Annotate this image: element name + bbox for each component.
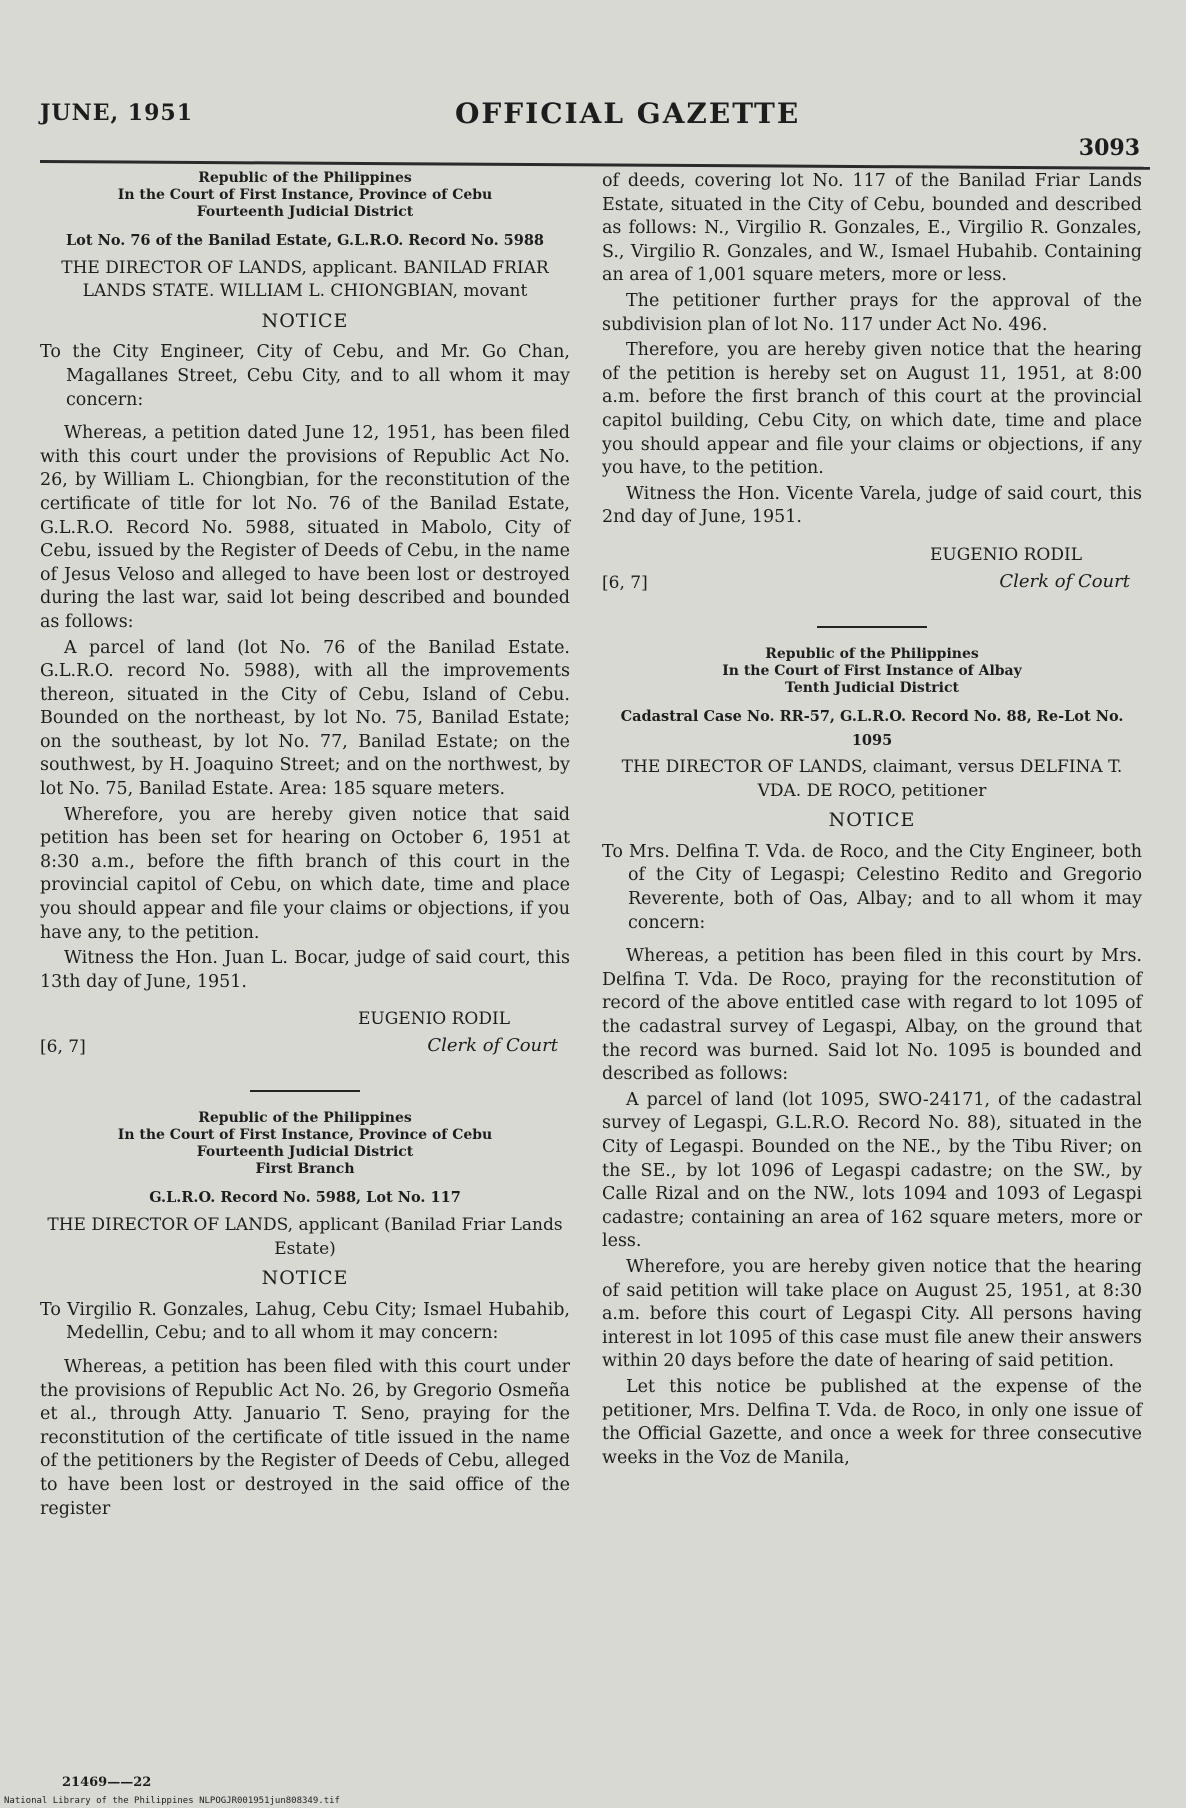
caption-line: Tenth Judicial District — [785, 679, 959, 696]
caption-line: Republic of the Philippines — [765, 645, 979, 662]
notice2-paragraph: Witness the Hon. Vicente Varela, judge of said court, this 2nd day of June, 1951. — [602, 483, 1142, 528]
notice1-signature — [40, 1008, 570, 1064]
notice2-case-line: G.L.R.O. Record No. 5988, Lot No. 117 — [149, 1189, 461, 1207]
publication-ref: [6, 7] — [602, 572, 648, 593]
page-number: 3093 — [1078, 135, 1140, 161]
publication-title: OFFICIAL GAZETTE — [455, 97, 801, 130]
caption-line: In the Court of First Instance of Albay — [722, 662, 1022, 679]
caption-line: Fourteenth Judicial District — [196, 1144, 414, 1161]
notice1-address: To the City Engineer, City of Cebu, and Mr. Go Chan, Magallanes Street, Cebu City, and to all whom it may concern: — [40, 342, 570, 410]
signer-role: Clerk of Court — [427, 1035, 558, 1057]
notice1-case-line: Lot No. 76 of the Banilad Estate, G.L.R.O. Record No. 5988 — [65, 232, 545, 249]
notice1-paragraph: Whereas, a petition dated June 12, 1951, has been filed with this court under the provisions of Republic Act No. 26, by William L. Chiongbian, for the reconstitution of the certificate of title for lot No. 76 of the Banilad Estate, G.L.R.O. Record No. 5988, situated in Mabolo, City of Cebu, issued by the Register of Deeds of Cebu, in the name of Jesus Veloso and alleged to have been lost or destroyed during the last war, said lot being described and bounded as follows: — [40, 423, 570, 632]
notice1-paragraph: Wherefore, you are hereby given notice that said petition has been set for hearing on October 6, 1951 at 8:30 a.m., before the fifth branch of this court in the provincial capitol of Cebu, on which date, time and place you should appear and file your claims or objections, if you have any, to the petition. — [40, 804, 570, 943]
notice3-heading: NOTICE — [828, 809, 916, 832]
scan-info: National Library of the Philippines NLPOGJR001951jun808349.tif — [4, 1796, 340, 1806]
notice1-caption — [40, 170, 570, 221]
notice3-paragraph: A parcel of land (lot 1095, SWO-24171, of the cadastral survey of Legaspi, G.L.R.O. Record No. 88), situated in the City of Legaspi. Bounded on the NE., by the Tibu River; on the SE., by lot 1096 of Legaspi cadastre; on the SW., by Calle Rizal and on the NW., lots 1094 and 1093 of Legaspi cadastre; containing an area of 162 square meters, more or less. — [602, 1089, 1142, 1252]
notice1-paragraph: A parcel of land (lot No. 76 of the Banilad Estate. G.L.R.O. record No. 5988), with all the improvements thereon, situated in the City of Cebu, Island of Cebu. Bounded on the northeast, by lot No. 75, Banilad Estate; on the southeast, by lot No. 77, Banilad Estate; on the southwest, by H. Joaquino Street; and on the northwest, by lot No. 75, Banilad Estate. Area: 185 square meters. — [40, 637, 570, 800]
notice2-paragraph: Therefore, you are hereby given notice that the hearing of the petition is hereby set on August 11, 1951, at 8:00 a.m. before the first branch of this court at the provincial capitol building, Cebu City, on which date, time and place you should appear and file your claims or objections, if any you have, to the petition. — [602, 340, 1142, 479]
signer-name: EUGENIO RODIL — [357, 1009, 510, 1030]
caption-line: First Branch — [255, 1161, 355, 1178]
issue-date: JUNE, 1951 — [40, 100, 194, 126]
publication-ref: [6, 7] — [40, 1037, 86, 1058]
notice3-paragraph: Wherefore, you are hereby given notice that the hearing of said petition will take place on August 25, 1951, at 8:30 a.m. before this court of Legaspi City. All persons having interest in lot 1095 of this case must file anew their answers within 20 days before the date of hearing of said petition. — [602, 1256, 1142, 1372]
signer-role: Clerk of Court — [999, 570, 1130, 592]
print-code: 21469——22 — [62, 1775, 152, 1790]
notice2-paragraph: Whereas, a petition has been filed with this court under the provisions of Republic Act No. 26, by Gregorio Osmeña et al., through Atty. Januario T. Seno, praying for the reconstitution of the certificate of title issued in the name of the petitioners by the Register of Deeds of Cebu, alleged to have been lost or destroyed in the said office of the register — [40, 1356, 570, 1519]
notice2-paragraph: The petitioner further prays for the approval of the subdivision plan of lot No. 117 under Act No. 496. — [602, 290, 1142, 335]
notice3-paragraph: Whereas, a petition has been filed in this court by Mrs. Delfina T. Vda. De Roco, praying for the reconstitution of record of the above entitled case with regard to lot 1095 of the cadastral survey of Legaspi, Albay, on the ground that the record was burned. Said lot No. 1095 is bounded and described as follows: — [602, 946, 1142, 1085]
notice2-address: To Virgilio R. Gonzales, Lahug, Cebu City; Ismael Hubahib, Medellin, Cebu; and to all whom it may concern: — [40, 1299, 570, 1344]
right-column — [602, 170, 1142, 1472]
signer-name: EUGENIO RODIL — [929, 544, 1082, 565]
notice2-heading: NOTICE — [261, 1267, 349, 1290]
header-rule — [40, 160, 1150, 170]
caption-line: In the Court of First Instance, Province of Cebu — [117, 1127, 493, 1144]
notice1-paragraph: Witness the Hon. Juan L. Bocar, judge of said court, this 13th day of June, 1951. — [40, 948, 570, 992]
caption-line: Republic of the Philippines — [198, 170, 412, 186]
notice3-parties: THE DIRECTOR OF LANDS, claimant, versus DELFINA T. VDA. DE ROCO, petitioner — [621, 757, 1123, 801]
section-divider — [817, 626, 927, 628]
section-divider — [250, 1090, 360, 1092]
notice1-parties: THE DIRECTOR OF LANDS, applicant. BANILAD FRIAR LANDS STATE. WILLIAM L. CHIONGBIAN, movant — [61, 257, 549, 302]
page-header — [40, 95, 1150, 161]
notice3-caption — [602, 646, 1142, 697]
notice1-heading: NOTICE — [261, 309, 349, 332]
left-column — [40, 170, 570, 1523]
notice2-caption — [40, 1110, 570, 1178]
notice2-parties: THE DIRECTOR OF LANDS, applicant (Banilad Friar Lands Estate) — [47, 1215, 563, 1259]
notice3-paragraph: Let this notice be published at the expense of the petitioner, Mrs. Delfina T. Vda. de Roco, in only one issue of the Official Gazette, and once a week for three consecutive weeks in the Voz de Manila, — [602, 1376, 1142, 1468]
notice3-address: To Mrs. Delfina T. Vda. de Roco, and the City Engineer, both of the City of Legaspi; Celestino Redito and Gregorio Reverente, both of Oas, Albay; and to all whom it may concern: — [602, 841, 1142, 933]
notice2-signature — [602, 544, 1142, 600]
notice3-case-line: Cadastral Case No. RR-57, G.L.R.O. Record No. 88, Re-Lot No. 1095 — [620, 707, 1124, 749]
caption-line: Republic of the Philippines — [198, 1110, 412, 1127]
caption-line: Fourteenth Judicial District — [196, 204, 414, 220]
notice2-paragraph-continued: of deeds, covering lot No. 117 of the Banilad Friar Lands Estate, situated in the City of Cebu, bounded and described as follows: N., Virgilio R. Gonzales, E., Virgilio R. Gonzales, S., Virgilio R. Gonzales, and W., Ismael Hubahib. Containing an area of 1,001 square meters, more or less. — [602, 171, 1142, 286]
caption-line: In the Court of First Instance, Province of Cebu — [117, 187, 493, 203]
